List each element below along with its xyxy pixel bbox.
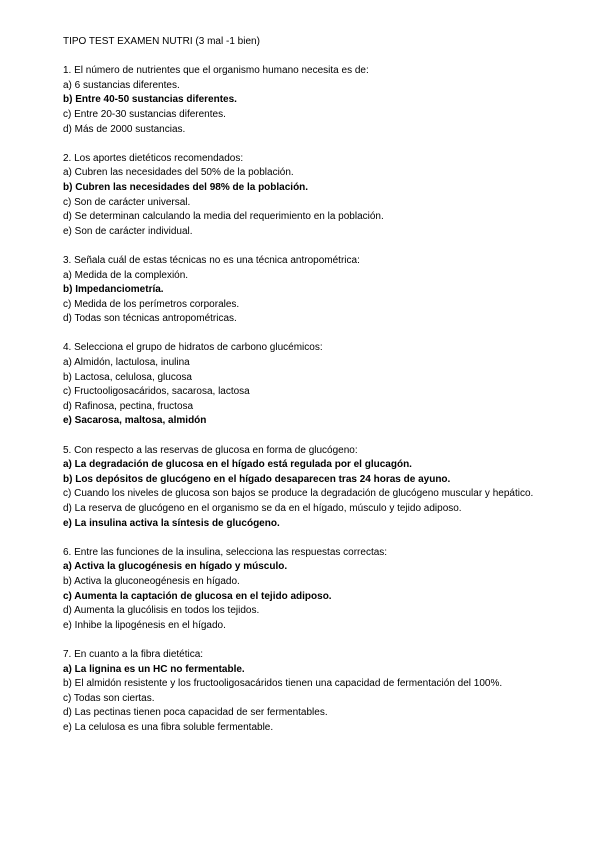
answer-option: a) Medida de la complexión. [63, 269, 189, 281]
answer-option: a) 6 sustancias diferentes. [63, 79, 180, 91]
question-7 [63, 648, 563, 736]
answer-option: c) Fructooligosacáridos, sacarosa, lactosa [63, 386, 250, 398]
answer-option-correct: b) Entre 40-50 sustancias diferentes. [63, 94, 237, 106]
question-text: 3. Señala cuál de estas técnicas no es una técnica antropométrica: [63, 254, 360, 266]
answer-option-correct: b) Los depósitos de glucógeno en el hígado desaparecen tras 24 horas de ayuno. [63, 473, 451, 485]
answer-option: c) Medida de los perímetros corporales. [63, 298, 240, 310]
answer-option: d) Todas son técnicas antropométricas. [63, 313, 237, 325]
answer-option: c) Entre 20-30 sustancias diferentes. [63, 108, 226, 120]
answer-option-correct: e) La insulina activa la síntesis de glucógeno. [63, 517, 280, 529]
question-text: 6. Entre las funciones de la insulina, selecciona las respuestas correctas: [63, 546, 388, 558]
answer-option: d) Se determinan calculando la media del requerimiento en la población. [63, 211, 384, 223]
answer-option-correct: a) La lignina es un HC no fermentable. [63, 663, 245, 675]
question-4 [63, 341, 563, 429]
answer-option: b) Lactosa, celulosa, glucosa [63, 371, 192, 383]
question-text: 4. Selecciona el grupo de hidratos de carbono glucémicos: [63, 342, 323, 354]
answer-option-correct: b) Impedanciometría. [63, 284, 164, 296]
exam-title: TIPO TEST EXAMEN NUTRI (3 mal -1 bien) [63, 36, 260, 47]
answer-option: d) Las pectinas tienen poca capacidad de ser fermentables. [63, 707, 328, 719]
answer-option-correct: a) Activa la glucogénesis en hígado y músculo. [63, 561, 288, 573]
answer-option-correct: a) La degradación de glucosa en el hígado está regulada por el glucagón. [63, 459, 412, 471]
question-text: 2. Los aportes dietéticos recomendados: [63, 152, 244, 164]
question-6 [63, 546, 563, 634]
answer-option-correct: e) Sacarosa, maltosa, almidón [63, 415, 207, 427]
answer-option: c) Todas son ciertas. [63, 692, 155, 704]
answer-option-correct: b) Cubren las necesidades del 98% de la población. [63, 181, 309, 193]
question-3 [63, 254, 563, 327]
answer-option-correct: c) Aumenta la captación de glucosa en el tejido adiposo. [63, 590, 332, 602]
answer-option: c) Son de carácter universal. [63, 196, 191, 208]
answer-option: d) La reserva de glucógeno en el organismo se da en el hígado, músculo y tejido adiposo. [63, 503, 462, 514]
answer-option: d) Más de 2000 sustancias. [63, 123, 186, 135]
answer-option: b) Activa la gluconeogénesis en hígado. [63, 575, 240, 587]
answer-option: d) Rafinosa, pectina, fructosa [63, 400, 194, 412]
answer-option: c) Cuando los niveles de glucosa son bajos se produce la degradación de glucógeno muscular y hepático. [63, 488, 534, 500]
question-text: 1. El número de nutrientes que el organismo humano necesita es de: [63, 65, 369, 77]
question-2 [63, 152, 563, 240]
exam-page [63, 35, 563, 736]
answer-option: b) El almidón resistente y los fructooligosacáridos tienen una capacidad de fermentación del 100%. [63, 678, 503, 690]
question-text: 7. En cuanto a la fibra dietética: [63, 648, 204, 660]
answer-option: e) La celulosa es una fibra soluble fermentable. [63, 721, 274, 733]
answer-option: a) Cubren las necesidades del 50% de la población. [63, 167, 294, 179]
question-1 [63, 64, 563, 137]
answer-option: e) Inhibe la lipogénesis en el hígado. [63, 619, 226, 631]
question-text: 5. Con respecto a las reservas de glucosa en forma de glucógeno: [63, 444, 358, 456]
answer-option: d) Aumenta la glucólisis en todos los tejidos. [63, 605, 260, 617]
answer-option: a) Almidón, lactulosa, inulina [63, 357, 190, 369]
question-list [63, 64, 563, 735]
question-5 [63, 444, 563, 532]
answer-option: e) Son de carácter individual. [63, 225, 193, 237]
